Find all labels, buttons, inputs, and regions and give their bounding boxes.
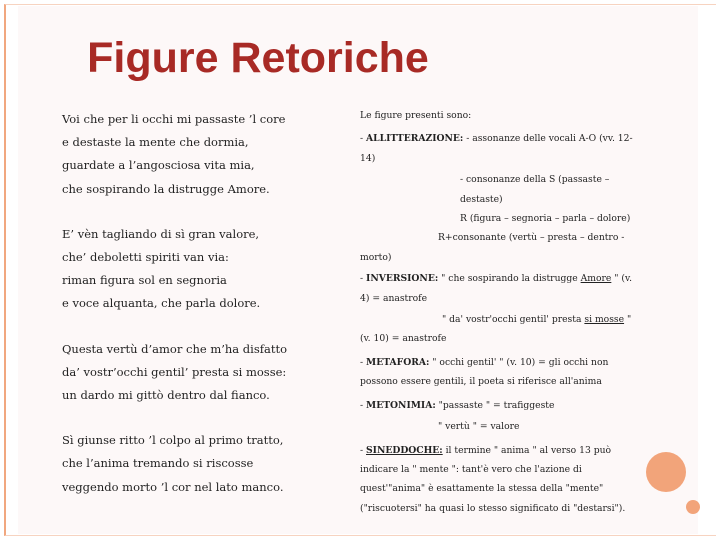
- stanza: [62, 223, 322, 316]
- inversione-2: " da' vostr'occhi gentil' presta si mosse " (v. 10) = anastrofe: [360, 314, 632, 345]
- figure-label: METONIMIA:: [366, 399, 436, 411]
- figure-label: ALLITTERAZIONE:: [366, 133, 464, 145]
- poem-line: che’ deboletti spiriti van via:: [62, 250, 229, 265]
- decor-circle-large: [646, 452, 686, 492]
- poem-line: guardate a l’angosciosa vita mia,: [62, 158, 255, 173]
- poem-line: che sospirando la distrugge Amore.: [62, 181, 270, 196]
- figure-label: INVERSIONE:: [366, 273, 439, 285]
- metonimia-2: " vertù " = valore: [438, 421, 520, 433]
- metafora: - METAFORA: " occhi gentil' " (v. 10) = gli occhi non possono essere gentili, il poeta si riferisce all'anima: [360, 356, 609, 388]
- sineddoche: - SINEDDOCHE: il termine " anima " al verso 13 può indicare la " mente ": tant'è vero che l'azione di quest'"anima" è esattamente la stessa della "mente" ("riscuotersi" ha quasi lo stesso significato di "destarsi").: [360, 444, 626, 514]
- stanza: [62, 429, 322, 499]
- figures-intro: Le figure presenti sono:: [360, 110, 472, 121]
- alliterazione-s: - consonanze della S (passaste – destaste): [460, 174, 610, 205]
- poem-line: e voce alquanta, che parla dolore.: [62, 296, 261, 311]
- slide-title: Figure Retoriche: [87, 34, 429, 82]
- poem-line: che l’anima tremando si riscosse: [62, 456, 254, 471]
- poem-line: Sì giunse ritto ’l colpo al primo tratto,: [62, 433, 284, 448]
- poem-line: Voi che per li occhi mi passaste ’l core: [62, 112, 286, 126]
- metonimia: - METONIMIA: "passaste " = trafiggeste: [360, 399, 555, 411]
- poem-line: da’ vostr’occhi gentil’ presta si mosse:: [62, 364, 287, 379]
- alliterazione-r: R (figura – segnoria – parla – dolore): [460, 213, 631, 225]
- alliterazione-rt: R+consonante (vertù – presta – dentro - morto): [360, 232, 625, 263]
- poem-line: e destaste la mente che dormia,: [62, 135, 249, 150]
- poem-line: Questa vertù d’amor che m’ha disfatto: [62, 341, 288, 356]
- figure-label: SINEDDOCHE:: [366, 444, 443, 456]
- poem-line: un dardo mi gittò dentro dal fianco.: [62, 388, 270, 403]
- inversione: - INVERSIONE: " che sospirando la distrugge Amore " (v. 4) = anastrofe: [360, 273, 633, 304]
- poem-line: E’ vèn tagliando di sì gran valore,: [62, 226, 260, 241]
- decor-circle-small: [686, 500, 700, 514]
- poem: [62, 108, 322, 521]
- figure-label: METAFORA:: [366, 356, 430, 368]
- poem-line: veggendo morto ’l cor nel lato manco.: [62, 479, 284, 494]
- slide: [18, 6, 698, 534]
- stanza: [62, 108, 322, 201]
- figures-list: [360, 106, 640, 518]
- poem-line: riman figura sol en segnoria: [62, 273, 227, 288]
- alliterazione: - ALLITTERAZIONE: - assonanze delle vocali A-O (vv. 12-14): [360, 133, 633, 164]
- stanza: [62, 338, 322, 408]
